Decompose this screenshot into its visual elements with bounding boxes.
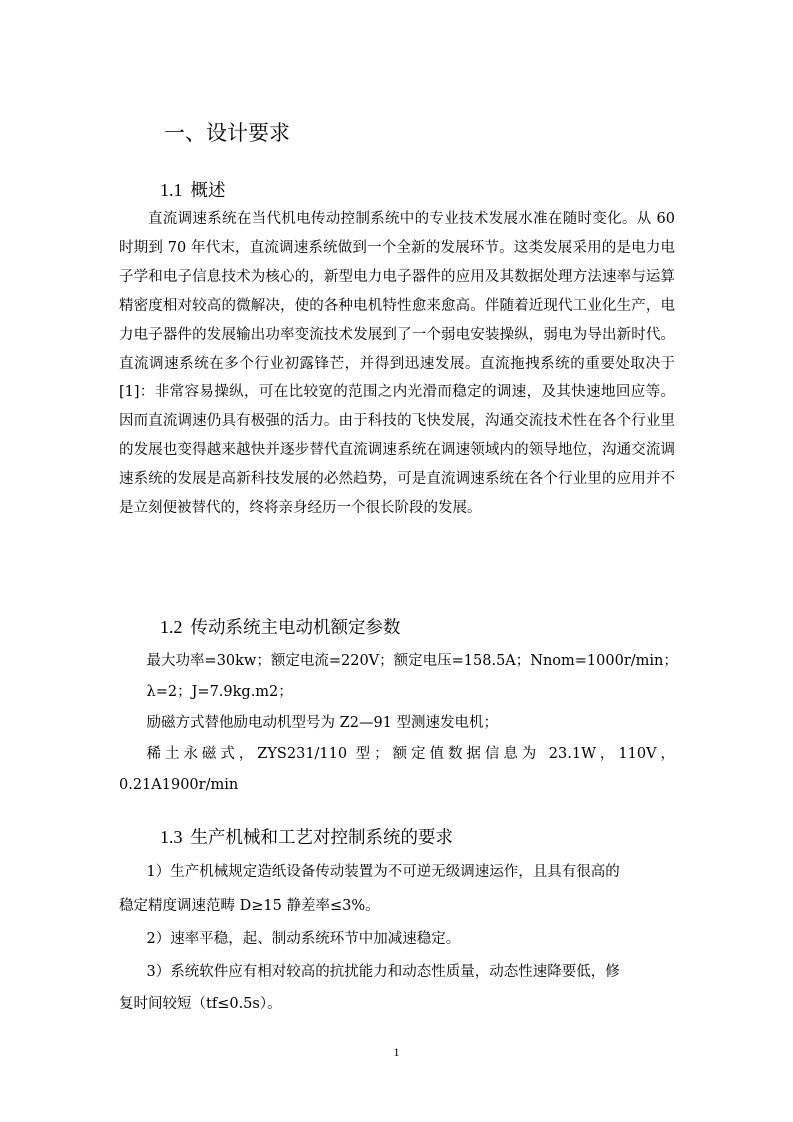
section-number: 1.1 — [160, 180, 183, 200]
motor-params-line-5: 0.21A1900r/min — [119, 777, 239, 793]
section-title: 传动系统主电动机额定参数 — [190, 618, 401, 638]
requirement-1-line-2: 稳定精度调速范畴 D≥15 静差率≤3%。 — [119, 898, 380, 914]
requirement-2: 2）速率平稳，起、制动系统环节中加减速稳定。 — [146, 931, 461, 947]
requirement-1-line-1: 1）生产机械规定造纸设备传动装置为不可逆无级调速运作，且具有很高的 — [146, 864, 620, 880]
section-heading-1-3 — [160, 823, 453, 852]
section-heading-1-1 — [160, 176, 226, 205]
page-number: 1 — [393, 1045, 400, 1059]
requirement-3-line-1: 3）系统软件应有相对较高的抗扰能力和动态性质量，动态性速降要低，修 — [146, 964, 620, 980]
overview-paragraph: 直流调速系统在当代机电传动控制系统中的专业技术发展水准在随时变化。从 60 时期到 70 年代末，直流调速系统做到一个全新的发展环节。这类发展采用的是电力电子学和电子信息技术为核心的，新型电力电子器件的应用及其数据处理方法速率与运算精密度相对较高的微解决，使的各种电机特性愈来愈高。伴随着近现代工业化生产，电力电子器件的发展输出功率变流技术发展到了一个弱电安装操纵，弱电为导出新时代。直流调速系统在多个行业初露锋芒，并得到迅速发展。直流拖拽系统的重要处取决于[1]：非常容易操纵，可在比较宽的范围之内光滑而稳定的调速，及其快速地回应等。因而直流调速仍具有极强的活力。由于科技的飞快发展，沟通交流技术性在各个行业里的发展也变得越来越快并逐步替代直流调速系统在调速领域内的领导地位，沟通交流调速系统的发展是高新科技发展的必然趋势，可是直流调速系统在各个行业里的应用并不是立刻便被替代的，终将亲身经历一个很长阶段的发展。 — [119, 211, 675, 517]
section-heading-1-2 — [160, 613, 401, 642]
motor-params-line-2: λ=2；J=7.9kg.m2； — [146, 684, 293, 700]
motor-params-line-4: 稀土永磁式，ZYS231/110 型；额定值数据信息为 23.1W，110V， — [146, 746, 675, 762]
chapter-heading: 一、设计要求 — [164, 121, 290, 145]
section-title: 生产机械和工艺对控制系统的要求 — [190, 828, 453, 848]
requirement-3-line-2: 复时间较短（tf≤0.5s）。 — [119, 996, 282, 1012]
motor-params-line-1: 最大功率=30kw；额定电流=220V；额定电压=158.5A；Nnom=1000r/min； — [146, 653, 678, 669]
motor-params-line-3: 励磁方式替他励电动机型号为 Z2—91 型测速发电机； — [146, 715, 499, 731]
section-number: 1.2 — [160, 617, 183, 637]
section-number: 1.3 — [160, 827, 183, 847]
section-title: 概述 — [190, 181, 226, 201]
